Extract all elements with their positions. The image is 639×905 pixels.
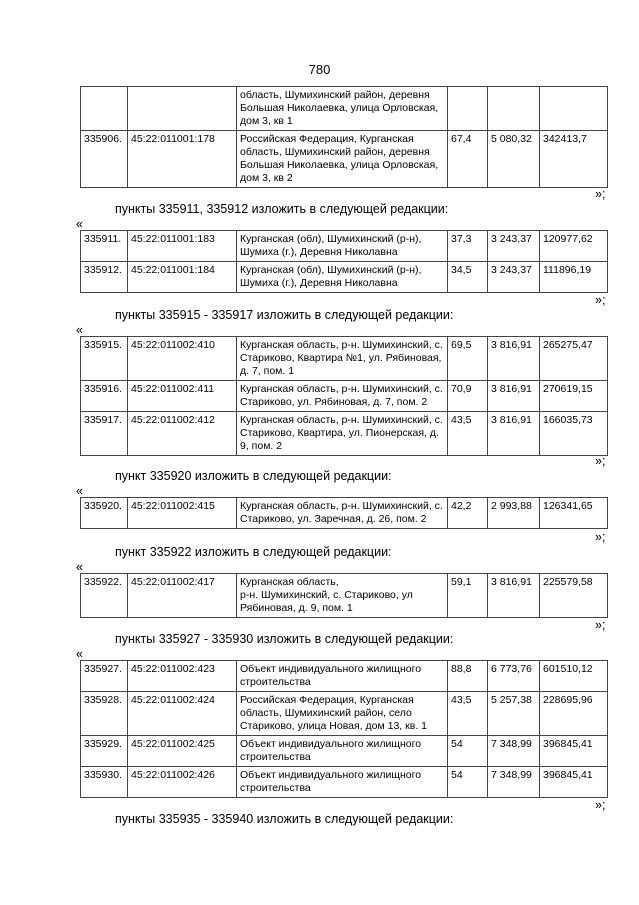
table-section-2	[80, 336, 608, 456]
cell-address: область, Шумихинский район, деревня Большая Николаевка, улица Орловская, дом 3, кв 1	[237, 87, 448, 131]
cell-cadastral: 45:22:011002:424	[128, 692, 237, 736]
cell-area: 43,5	[448, 692, 488, 736]
cell-cadastral: 45:22:011001:183	[128, 231, 237, 262]
cell-area: 69,5	[448, 337, 488, 381]
cell-rate	[488, 87, 540, 131]
cell-value: 126341,65	[540, 498, 608, 529]
cell-rate: 5 080,32	[488, 131, 540, 188]
cell-number: 335915.	[81, 337, 128, 381]
table-row	[81, 337, 608, 381]
table-row	[81, 736, 608, 767]
instruction-text: пункт 335920 изложить в следующей редакции:	[115, 469, 392, 483]
cell-number: 335922.	[81, 574, 128, 618]
open-quote-mark: «	[76, 484, 83, 498]
table-row	[81, 262, 608, 293]
cell-number: 335917.	[81, 412, 128, 456]
cell-number: 335930.	[81, 767, 128, 798]
cell-address: Курганская область, р-н. Шумихинский, с. Стариково, ул. Рябиновая, д. 7, пом. 2	[237, 381, 448, 412]
cell-area: 43,5	[448, 412, 488, 456]
cell-cadastral: 45:22:011001:184	[128, 262, 237, 293]
table-row	[81, 574, 608, 618]
cell-rate: 3 243,37	[488, 262, 540, 293]
table-row	[81, 87, 608, 131]
cell-rate: 3 816,91	[488, 381, 540, 412]
cell-address: Курганская (обл), Шумихинский (р-н), Шумиха (г.), Деревня Николавна	[237, 231, 448, 262]
cell-value: 270619,15	[540, 381, 608, 412]
cell-number: 335912.	[81, 262, 128, 293]
cell-number: 335916.	[81, 381, 128, 412]
cell-value: 228695,96	[540, 692, 608, 736]
cell-cadastral: 45:22:011002:425	[128, 736, 237, 767]
cell-value	[540, 87, 608, 131]
cell-rate: 5 257,38	[488, 692, 540, 736]
cell-area: 54	[448, 767, 488, 798]
instruction-text: пункты 335911, 335912 изложить в следующей редакции:	[115, 202, 449, 216]
table-row	[81, 661, 608, 692]
table-row	[81, 498, 608, 529]
cell-value: 120977,62	[540, 231, 608, 262]
instruction-text: пункты 335935 - 335940 изложить в следующей редакции:	[115, 812, 454, 826]
table-section-4	[80, 573, 608, 618]
cell-address: Объект индивидуального жилищного строительства	[237, 661, 448, 692]
close-quote-mark: »;	[595, 618, 606, 632]
cell-number: 335929.	[81, 736, 128, 767]
cell-cadastral: 45:22:011002:410	[128, 337, 237, 381]
cell-address: Объект индивидуального жилищного строительства	[237, 736, 448, 767]
close-quote-mark: »;	[595, 454, 606, 468]
cell-cadastral	[128, 87, 237, 131]
cell-cadastral: 45:22:011001:178	[128, 131, 237, 188]
table-row	[81, 767, 608, 798]
table-row	[81, 231, 608, 262]
table-section-5	[80, 660, 608, 798]
table-row	[81, 131, 608, 188]
cell-number	[81, 87, 128, 131]
cell-address: Курганская область, р-н. Шумихинский, с. Стариково, Квартира, ул. Пионерская, д. 9, пом. 2	[237, 412, 448, 456]
instruction-text: пункты 335927 - 335930 изложить в следующей редакции:	[115, 632, 454, 646]
open-quote-mark: «	[76, 647, 83, 661]
cell-area: 42,2	[448, 498, 488, 529]
cell-rate: 3 816,91	[488, 337, 540, 381]
cell-cadastral: 45:22:011002:423	[128, 661, 237, 692]
cell-area: 34,5	[448, 262, 488, 293]
cell-area: 67,4	[448, 131, 488, 188]
cell-address: Курганская область, р-н. Шумихинский, с. Стариково, ул Рябиновая, д. 9, пом. 1	[237, 574, 448, 618]
cell-area: 88,8	[448, 661, 488, 692]
table-row	[81, 381, 608, 412]
cell-number: 335911.	[81, 231, 128, 262]
open-quote-mark: «	[76, 323, 83, 337]
cell-value: 342413,7	[540, 131, 608, 188]
cell-rate: 3 816,91	[488, 412, 540, 456]
cell-value: 225579,58	[540, 574, 608, 618]
cell-value: 396845,41	[540, 767, 608, 798]
open-quote-mark: «	[76, 560, 83, 574]
cell-area: 37,3	[448, 231, 488, 262]
cell-area	[448, 87, 488, 131]
cell-value: 111896,19	[540, 262, 608, 293]
cell-number: 335906.	[81, 131, 128, 188]
cell-number: 335927.	[81, 661, 128, 692]
cell-cadastral: 45:22:011002:412	[128, 412, 237, 456]
cell-address: Объект индивидуального жилищного строительства	[237, 767, 448, 798]
cell-address: Российская Федерация, Курганская область, Шумихинский район, деревня Большая Николаевка, улица Орловская, дом 3, кв 2	[237, 131, 448, 188]
table-row	[81, 412, 608, 456]
cell-value: 396845,41	[540, 736, 608, 767]
cell-address: Российская Федерация, Курганская область, Шумихинский район, село Стариково, улица Новая, дом 13, кв. 1	[237, 692, 448, 736]
cell-value: 265275,47	[540, 337, 608, 381]
cell-address: Курганская (обл), Шумихинский (р-н), Шумиха (г.), Деревня Николавна	[237, 262, 448, 293]
table-section-1	[80, 230, 608, 293]
instruction-text: пункт 335922 изложить в следующей редакции:	[115, 545, 392, 559]
cell-area: 70,9	[448, 381, 488, 412]
cell-value: 601510,12	[540, 661, 608, 692]
cell-rate: 7 348,99	[488, 736, 540, 767]
cell-area: 54	[448, 736, 488, 767]
table-row	[81, 692, 608, 736]
close-quote-mark: »;	[595, 293, 606, 307]
instruction-text: пункты 335915 - 335917 изложить в следующей редакции:	[115, 308, 454, 322]
cell-cadastral: 45:22:011002:417	[128, 574, 237, 618]
close-quote-mark: »;	[595, 798, 606, 812]
close-quote-mark: »;	[595, 530, 606, 544]
cell-number: 335920.	[81, 498, 128, 529]
cell-rate: 3 816,91	[488, 574, 540, 618]
cell-cadastral: 45:22:011002:426	[128, 767, 237, 798]
cell-area: 59,1	[448, 574, 488, 618]
table-continuation	[80, 86, 608, 188]
close-quote-mark: »;	[595, 187, 606, 201]
cell-rate: 3 243,37	[488, 231, 540, 262]
cell-cadastral: 45:22:011002:411	[128, 381, 237, 412]
table-section-3	[80, 497, 608, 529]
cell-address: Курганская область, р-н. Шумихинский, с. Стариково, Квартира №1, ул. Рябиновая, д. 7, пом. 1	[237, 337, 448, 381]
cell-address: Курганская область, р-н. Шумихинский, с. Стариково, ул. Заречная, д. 26, пом. 2	[237, 498, 448, 529]
cell-number: 335928.	[81, 692, 128, 736]
cell-cadastral: 45:22:011002:415	[128, 498, 237, 529]
open-quote-mark: «	[76, 217, 83, 231]
cell-rate: 2 993,88	[488, 498, 540, 529]
page-number: 780	[308, 62, 331, 77]
cell-rate: 7 348,99	[488, 767, 540, 798]
cell-rate: 6 773,76	[488, 661, 540, 692]
cell-value: 166035,73	[540, 412, 608, 456]
